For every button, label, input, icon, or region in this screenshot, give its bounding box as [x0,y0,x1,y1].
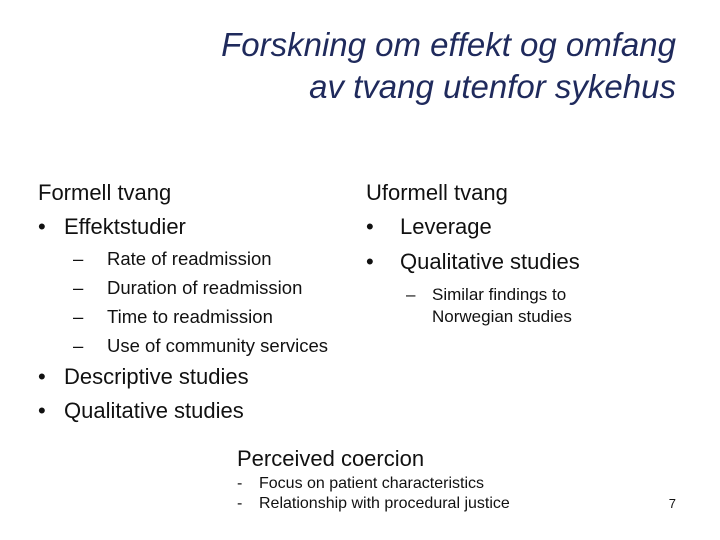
perceived-item [237,475,484,493]
right-sub-line-1: Similar findings to [432,285,567,304]
slide-title [221,24,676,108]
title-line-1: Forskning om effekt og omfang [221,26,676,63]
right-sub-item [406,284,572,328]
left-column-heading: Formell tvang [38,180,172,205]
bullet-dot: • [366,249,374,274]
page-number: 7 [668,496,676,511]
right-bullet-leverage [366,214,492,240]
left-sub-item [73,248,272,270]
right-sub-line-2: Norwegian studies [432,307,572,326]
left-sub-item [73,277,302,299]
left-sub-item [73,306,273,328]
left-bullet-qualitative [38,398,244,424]
dash-marker: – [73,248,84,269]
left-sub-item-label: Rate of readmission [107,248,272,269]
left-sub-item [73,335,328,357]
perceived-item-label: Focus on patient characteristics [259,475,484,492]
left-sub-item-label: Duration of readmission [107,277,303,298]
perceived-coercion-heading: Perceived coercion [237,446,425,471]
left-bullet-label: Qualitative studies [64,398,244,423]
left-sub-item-label: Use of community services [107,335,329,356]
dash-marker: - [237,495,243,512]
right-column-heading: Uformell tvang [366,180,508,205]
left-sub-item-label: Time to readmission [107,306,273,327]
left-bullet-label: Effektstudier [64,214,186,239]
perceived-item-label: Relationship with procedural justice [259,495,510,512]
left-bullet-descriptive [38,364,249,390]
dash-marker: – [73,335,84,356]
dash-marker: – [73,277,84,298]
bullet-dot: • [38,364,46,389]
right-bullet-label: Qualitative studies [400,249,580,274]
title-line-2: av tvang utenfor sykehus [309,68,676,105]
left-bullet-effektstudier [38,214,186,240]
perceived-item [237,495,510,513]
dash-marker: - [237,475,243,492]
right-bullet-qualitative [366,249,580,275]
dash-marker: – [406,285,416,304]
bullet-dot: • [38,214,46,239]
bullet-dot: • [366,214,374,239]
dash-marker: – [73,306,84,327]
left-bullet-label: Descriptive studies [64,364,249,389]
right-bullet-label: Leverage [400,214,492,239]
bullet-dot: • [38,398,46,423]
